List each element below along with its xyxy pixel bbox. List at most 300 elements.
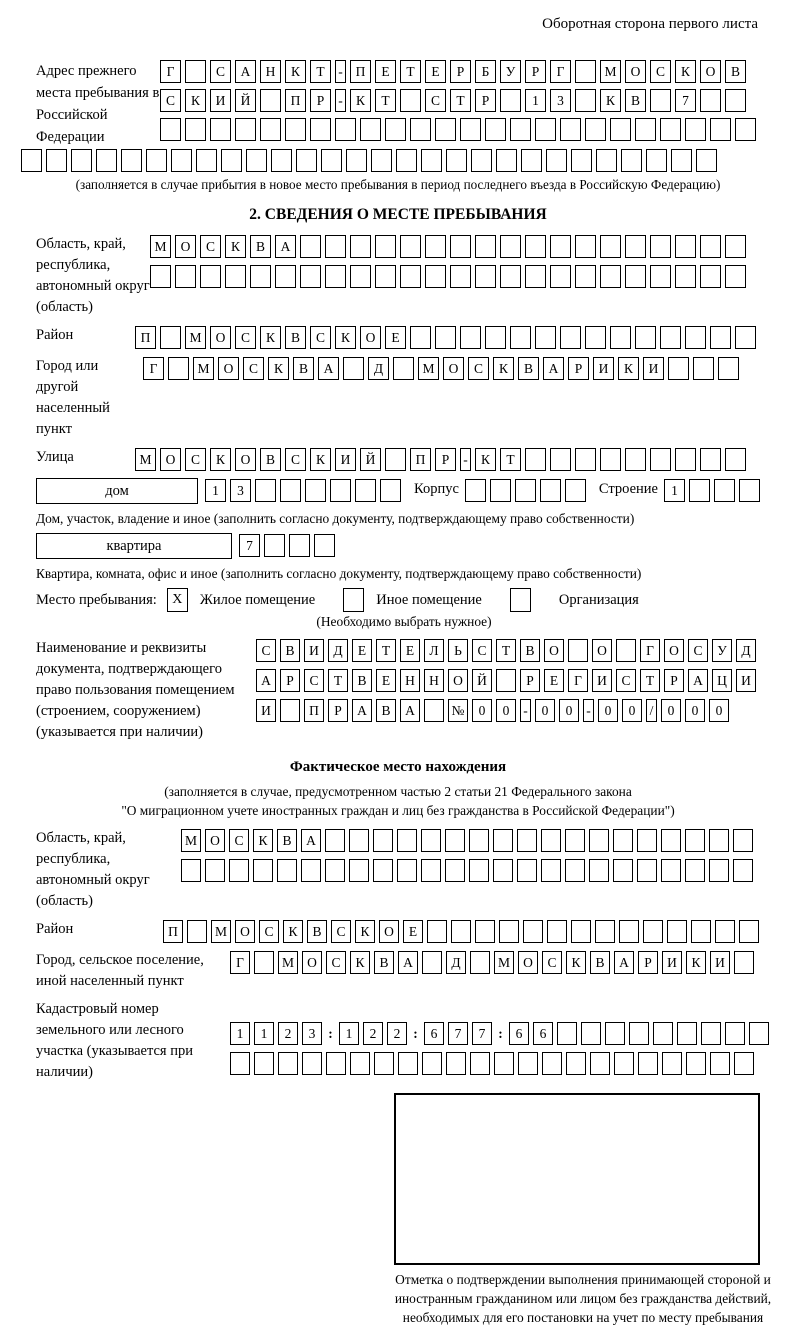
char-cell: 1 <box>230 1022 250 1045</box>
kvartira-label-box: квартира <box>36 533 232 559</box>
char-cell <box>375 265 396 288</box>
korpus-label: Корпус <box>414 481 459 497</box>
char-cell <box>589 829 609 852</box>
char-cell <box>675 235 696 258</box>
char-cell <box>517 859 537 882</box>
field-kvartira <box>36 533 760 559</box>
char-cell <box>493 859 513 882</box>
char-cell: И <box>643 357 664 380</box>
char-cell <box>725 1022 745 1045</box>
char-cell <box>349 829 369 852</box>
kadastr-row-2[interactable] <box>230 1052 773 1075</box>
char-cell: № <box>448 699 468 722</box>
char-cell <box>397 829 417 852</box>
char-cell: О <box>235 448 256 471</box>
char-cell: О <box>360 326 381 349</box>
document-row-2[interactable] <box>256 669 760 692</box>
char-cell <box>575 60 596 83</box>
char-cell: К <box>618 357 639 380</box>
char-cell: В <box>277 829 297 852</box>
char-cell <box>254 951 274 974</box>
char-cell <box>310 118 331 141</box>
char-cell <box>667 920 687 943</box>
char-cell <box>400 235 421 258</box>
ulitsa-row[interactable] <box>135 448 750 471</box>
char-cell: 0 <box>496 699 516 722</box>
char-cell: А <box>400 699 420 722</box>
char-cell: - <box>335 89 346 112</box>
char-cell <box>330 479 351 502</box>
char-cell <box>496 669 516 692</box>
field-document <box>36 638 760 743</box>
fact-field-oblast <box>36 828 760 912</box>
char-cell: А <box>301 829 321 852</box>
oblast-row-1[interactable] <box>150 235 750 258</box>
mesto-option-zhiloe-label: Жилое помещение <box>199 591 316 608</box>
char-cell: П <box>304 699 324 722</box>
char-cell: О <box>379 920 399 943</box>
char-cell <box>734 1052 754 1075</box>
char-cell: Е <box>403 920 423 943</box>
char-cell <box>535 326 556 349</box>
char-cell: У <box>712 639 732 662</box>
char-cell <box>568 639 588 662</box>
prev-address-row-4[interactable] <box>21 149 760 172</box>
char-cell: А <box>352 699 372 722</box>
char-cell: Й <box>360 448 381 471</box>
char-cell: И <box>592 669 612 692</box>
fact-raion-row[interactable] <box>163 920 763 943</box>
char-cell <box>255 479 276 502</box>
char-cell <box>565 859 585 882</box>
char-cell: О <box>160 448 181 471</box>
char-cell: О <box>235 920 255 943</box>
char-cell <box>475 920 495 943</box>
char-cell <box>229 859 249 882</box>
char-cell: Т <box>496 639 516 662</box>
char-cell: Г <box>550 60 571 83</box>
char-cell: К <box>260 326 281 349</box>
char-cell: Р <box>280 669 300 692</box>
char-cell: Т <box>500 448 521 471</box>
char-cell <box>253 859 273 882</box>
char-cell <box>425 265 446 288</box>
char-cell: Г <box>640 639 660 662</box>
char-cell: С <box>256 639 276 662</box>
char-cell: Г <box>143 357 164 380</box>
char-cell: М <box>193 357 214 380</box>
char-cell <box>360 118 381 141</box>
char-cell <box>264 534 285 557</box>
char-cell: 0 <box>472 699 492 722</box>
char-cell <box>424 699 444 722</box>
char-cell: К <box>355 920 375 943</box>
oblast-row-2[interactable] <box>150 265 750 288</box>
char-cell: А <box>614 951 634 974</box>
char-cell: Р <box>450 60 471 83</box>
char-cell <box>425 235 446 258</box>
prev-address-row-3[interactable] <box>160 118 760 141</box>
char-cell: С <box>310 326 331 349</box>
fact-oblast-row-2[interactable] <box>181 859 757 882</box>
char-cell <box>375 235 396 258</box>
char-cell <box>235 118 256 141</box>
char-cell <box>475 235 496 258</box>
char-cell <box>575 235 596 258</box>
char-cell <box>515 479 536 502</box>
ulitsa-label: Улица <box>36 449 74 465</box>
fact-gorod-label: Город, сельское поселение, иной населенный пункт <box>36 952 204 989</box>
char-cell: К <box>285 60 306 83</box>
char-cell <box>499 920 519 943</box>
char-cell <box>400 89 421 112</box>
kadastr-grids <box>230 1021 773 1082</box>
char-cell <box>146 149 167 172</box>
char-cell <box>650 265 671 288</box>
char-cell <box>646 149 667 172</box>
char-cell: К <box>350 89 371 112</box>
char-cell <box>643 920 663 943</box>
char-cell <box>525 448 546 471</box>
char-cell <box>460 326 481 349</box>
char-cell <box>739 479 760 502</box>
mesto-prebyvaniya-row <box>36 588 760 612</box>
char-cell: С <box>650 60 671 83</box>
char-cell: А <box>235 60 256 83</box>
checkbox-zhiloe[interactable]: X <box>167 588 188 612</box>
mesto-option-inoe-label: Иное помещение <box>376 591 482 608</box>
char-cell <box>739 920 759 943</box>
char-cell: Е <box>375 60 396 83</box>
char-cell: У <box>500 60 521 83</box>
fact-field-raion <box>36 919 760 943</box>
char-cell: Т <box>376 639 396 662</box>
char-cell: И <box>210 89 231 112</box>
char-cell <box>470 1052 490 1075</box>
char-cell <box>710 118 731 141</box>
char-cell: О <box>700 60 721 83</box>
char-cell: - <box>335 60 346 83</box>
char-cell <box>196 149 217 172</box>
char-cell: Д <box>736 639 756 662</box>
char-cell: М <box>278 951 298 974</box>
char-cell: М <box>135 448 156 471</box>
char-cell: 7 <box>472 1022 492 1045</box>
char-cell <box>660 326 681 349</box>
char-cell <box>715 920 735 943</box>
char-cell <box>685 829 705 852</box>
char-cell <box>675 448 696 471</box>
char-cell: Т <box>400 60 421 83</box>
char-cell <box>550 265 571 288</box>
char-cell: Р <box>568 357 589 380</box>
char-cell: Р <box>664 669 684 692</box>
char-cell <box>493 829 513 852</box>
char-cell <box>541 859 561 882</box>
char-cell <box>735 118 756 141</box>
char-cell <box>275 265 296 288</box>
char-cell <box>565 829 585 852</box>
char-cell <box>168 357 189 380</box>
char-cell <box>700 89 721 112</box>
prev-address-note: (заполняется в случае прибытия в новое место пребывания в период последнего въезда в Российскую Федерацию) <box>75 177 721 192</box>
char-cell <box>500 235 521 258</box>
prev-address-row-1[interactable] <box>160 60 760 83</box>
char-cell <box>718 357 739 380</box>
char-cell: С <box>235 326 256 349</box>
char-cell <box>675 265 696 288</box>
fact-note-line2: "О миграционном учете иностранных граждан и лиц без гражданства в Российской Федерации") <box>121 803 675 818</box>
char-cell: Н <box>260 60 281 83</box>
char-cell <box>575 448 596 471</box>
dom-note: Дом, участок, владение и иное (заполнить согласно документу, подтверждающему право собственности) <box>36 511 635 526</box>
char-cell: В <box>374 951 394 974</box>
char-cell <box>685 859 705 882</box>
checkbox-inoe[interactable] <box>343 588 364 612</box>
char-cell <box>518 1052 538 1075</box>
char-cell <box>613 829 633 852</box>
char-cell <box>610 118 631 141</box>
char-cell <box>185 118 206 141</box>
char-cell <box>21 149 42 172</box>
char-cell <box>410 118 431 141</box>
prev-address-row-2[interactable] <box>160 89 760 112</box>
char-cell: - <box>520 699 531 722</box>
stroenie-row[interactable] <box>664 479 764 502</box>
char-cell <box>660 118 681 141</box>
char-cell <box>546 149 567 172</box>
char-cell: М <box>494 951 514 974</box>
char-cell <box>685 326 706 349</box>
char-cell <box>150 265 171 288</box>
char-cell <box>517 829 537 852</box>
char-cell <box>280 479 301 502</box>
char-cell: П <box>163 920 183 943</box>
char-cell <box>600 448 621 471</box>
char-cell <box>470 951 490 974</box>
char-cell <box>600 265 621 288</box>
char-cell: / <box>646 699 657 722</box>
char-cell: И <box>736 669 756 692</box>
char-cell: С <box>259 920 279 943</box>
char-cell: К <box>686 951 706 974</box>
char-cell: О <box>443 357 464 380</box>
char-cell: Е <box>385 326 406 349</box>
char-cell: 0 <box>535 699 555 722</box>
char-cell <box>349 859 369 882</box>
char-cell <box>650 89 671 112</box>
char-cell: Р <box>328 699 348 722</box>
char-cell <box>550 235 571 258</box>
char-cell: О <box>544 639 564 662</box>
char-cell: И <box>335 448 356 471</box>
char-cell <box>300 235 321 258</box>
char-cell: Р <box>435 448 456 471</box>
char-cell <box>271 149 292 172</box>
char-cell: К <box>253 829 273 852</box>
char-cell: 1 <box>205 479 226 502</box>
char-cell <box>469 859 489 882</box>
char-cell <box>200 265 221 288</box>
char-cell <box>613 859 633 882</box>
char-cell <box>485 118 506 141</box>
char-cell: И <box>662 951 682 974</box>
char-cell: И <box>304 639 324 662</box>
stamp-note: Отметка о подтверждении выполнения принимающей стороной и иностранным гражданином или лицом без гражданства действий, необходимых для его постановки на учет по месту пребывания <box>394 1272 772 1325</box>
char-cell: А <box>543 357 564 380</box>
char-cell <box>625 448 646 471</box>
dom-label-box: дом <box>36 478 198 504</box>
char-cell: Р <box>310 89 331 112</box>
char-cell: В <box>307 920 327 943</box>
section2-title: 2. СВЕДЕНИЯ О МЕСТЕ ПРЕБЫВАНИЯ <box>249 206 547 223</box>
char-cell <box>289 534 310 557</box>
char-cell: М <box>181 829 201 852</box>
char-cell <box>625 235 646 258</box>
fact-raion-label: Район <box>36 921 74 937</box>
char-cell: 0 <box>709 699 729 722</box>
char-cell <box>343 357 364 380</box>
char-cell <box>650 235 671 258</box>
char-cell <box>635 326 656 349</box>
char-cell <box>230 1052 250 1075</box>
char-cell <box>685 118 706 141</box>
fact-oblast-row-1[interactable] <box>181 829 757 852</box>
char-cell <box>662 1052 682 1075</box>
char-cell <box>668 357 689 380</box>
char-cell <box>541 829 561 852</box>
char-cell: Г <box>230 951 250 974</box>
char-cell: С <box>160 89 181 112</box>
char-cell: В <box>725 60 746 83</box>
char-cell: Й <box>235 89 256 112</box>
char-cell: - <box>460 448 471 471</box>
char-cell <box>187 920 207 943</box>
char-cell: Д <box>368 357 389 380</box>
char-cell: С <box>326 951 346 974</box>
char-cell: Т <box>310 60 331 83</box>
char-cell <box>301 859 321 882</box>
char-cell <box>585 326 606 349</box>
char-cell <box>325 829 345 852</box>
colon-separator: : <box>328 1025 333 1041</box>
field-gorod <box>36 356 760 440</box>
checkbox-organizatsiya[interactable] <box>510 588 531 612</box>
char-cell: О <box>205 829 225 852</box>
char-cell <box>305 479 326 502</box>
char-cell <box>393 357 414 380</box>
char-cell: С <box>210 60 231 83</box>
char-cell <box>373 829 393 852</box>
char-cell: Е <box>544 669 564 692</box>
document-row-1[interactable] <box>256 639 760 662</box>
document-grids <box>256 638 760 729</box>
char-cell: И <box>593 357 614 380</box>
char-cell: 6 <box>533 1022 553 1045</box>
char-cell <box>700 235 721 258</box>
char-cell <box>725 448 746 471</box>
char-cell <box>280 699 300 722</box>
char-cell: Ь <box>448 639 468 662</box>
gorod-row[interactable] <box>143 357 743 380</box>
char-cell <box>700 448 721 471</box>
char-cell: Р <box>638 951 658 974</box>
char-cell <box>550 448 571 471</box>
oblast-grids <box>150 234 750 295</box>
char-cell: Н <box>424 669 444 692</box>
char-cell: О <box>518 951 538 974</box>
char-cell: 3 <box>550 89 571 112</box>
char-cell <box>735 326 756 349</box>
char-cell: Т <box>375 89 396 112</box>
char-cell: 0 <box>622 699 642 722</box>
char-cell <box>355 479 376 502</box>
korpus-row[interactable] <box>465 479 590 502</box>
char-cell <box>693 357 714 380</box>
char-cell: В <box>518 357 539 380</box>
dom-row[interactable] <box>205 479 405 502</box>
char-cell: И <box>710 951 730 974</box>
char-cell <box>446 1052 466 1075</box>
char-cell: П <box>350 60 371 83</box>
char-cell: О <box>210 326 231 349</box>
char-cell: С <box>688 639 708 662</box>
char-cell <box>260 89 281 112</box>
char-cell <box>471 149 492 172</box>
field-raion <box>36 325 760 349</box>
fact-note-line1: (заполняется в случае, предусмотренном частью 2 статьи 21 Федерального закона <box>164 784 632 799</box>
char-cell: С <box>616 669 636 692</box>
char-cell <box>725 235 746 258</box>
kvartira-row[interactable] <box>239 534 339 557</box>
kadastr-row-1[interactable] <box>230 1022 773 1045</box>
char-cell <box>542 1052 562 1075</box>
char-cell: Т <box>450 89 471 112</box>
char-cell <box>435 118 456 141</box>
char-cell <box>46 149 67 172</box>
oblast-label: Область, край, республика, автономный округ (область) <box>36 236 150 315</box>
char-cell <box>701 1022 721 1045</box>
char-cell <box>566 1052 586 1075</box>
char-cell: М <box>185 326 206 349</box>
fact-field-kadastr <box>36 999 760 1083</box>
char-cell <box>302 1052 322 1075</box>
char-cell: 7 <box>675 89 696 112</box>
char-cell: Р <box>520 669 540 692</box>
char-cell <box>278 1052 298 1075</box>
char-cell <box>749 1022 769 1045</box>
char-cell <box>371 149 392 172</box>
char-cell <box>621 149 642 172</box>
char-cell: В <box>352 669 372 692</box>
char-cell <box>571 149 592 172</box>
char-cell <box>435 326 456 349</box>
fact-gorod-row[interactable] <box>230 951 758 974</box>
char-cell <box>451 920 471 943</box>
char-cell: П <box>285 89 306 112</box>
char-cell <box>629 1022 649 1045</box>
char-cell <box>525 235 546 258</box>
char-cell <box>600 235 621 258</box>
char-cell: К <box>185 89 206 112</box>
char-cell <box>734 951 754 974</box>
document-row-3[interactable] <box>256 699 760 722</box>
fact-oblast-label: Область, край, республика, автономный округ (область) <box>36 830 150 909</box>
char-cell: О <box>218 357 239 380</box>
char-cell <box>421 149 442 172</box>
raion-row[interactable] <box>135 326 760 349</box>
char-cell <box>422 1052 442 1075</box>
